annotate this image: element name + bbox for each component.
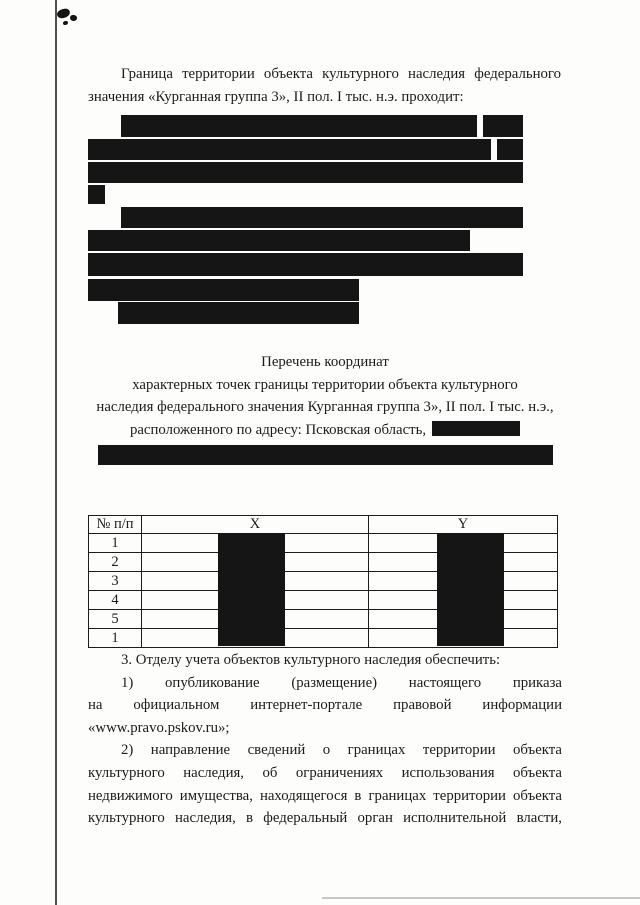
column-header-y: Y	[369, 516, 558, 534]
redacted-text-bar	[121, 115, 477, 137]
intro-paragraph	[88, 63, 561, 109]
redacted-text-bar	[121, 207, 523, 228]
redacted-text-bar	[88, 230, 470, 251]
coordinates-heading-line-3: наследия федерального значения Курганная группа 3», II пол. I тыс. н.э.,	[96, 399, 554, 415]
redacted-text-bar	[118, 302, 359, 324]
redacted-y-coordinates-block	[437, 533, 504, 646]
point-number-cell: 3	[89, 572, 142, 591]
redacted-text-bar	[88, 253, 523, 276]
intro-line-2: значения «Курганная группа 3», II пол. I тыс. н.э. проходит:	[88, 89, 464, 105]
point-number-cell: 4	[89, 591, 142, 610]
coordinates-heading-line-2: характерных точек границы территории объекта культурного	[132, 376, 518, 393]
scan-artifact-vertical-line	[55, 0, 57, 905]
address-prefix: расположенного по адресу: Псковская область,	[129, 421, 427, 438]
intro-line-1: Граница территории объекта культурного наследия федерального	[121, 66, 561, 82]
scan-artifact-mark	[56, 8, 71, 20]
redacted-text-bar	[483, 115, 523, 137]
column-header-x: X	[142, 516, 369, 534]
item-2-line-3: недвижимого имущества, находящегося в границах территории объекта	[88, 787, 562, 804]
scan-artifact-mark	[63, 21, 68, 25]
redacted-text-bar	[88, 139, 491, 160]
item-1-line-3: «www.pravo.pskov.ru»;	[88, 719, 230, 736]
redacted-text-bar	[88, 279, 359, 301]
redacted-text-bar	[88, 162, 523, 183]
redacted-text-bar	[497, 139, 523, 160]
coordinates-heading-line-1: Перечень координат	[261, 354, 389, 370]
redacted-text-bar	[88, 185, 105, 204]
item-1-line-2: на официальном интернет-портале правовой информации	[88, 697, 562, 714]
point-number-cell: 1	[89, 534, 142, 553]
redacted-address-line-bar	[98, 445, 553, 465]
point-number-cell: 2	[89, 553, 142, 572]
scan-artifact-edge-line	[322, 897, 640, 899]
coordinates-heading	[84, 351, 566, 465]
item-2-line-1: 2) направление сведений о границах территории объекта	[121, 742, 562, 759]
scan-artifact-mark	[69, 14, 78, 22]
redacted-x-coordinates-block	[218, 533, 285, 646]
item-2-line-4: культурного наследия, в федеральный орган исполнительной власти,	[88, 810, 562, 827]
point-number-cell: 5	[89, 610, 142, 629]
item-1-line-1: 1) опубликование (размещение) настоящего приказа	[121, 674, 562, 691]
point-number-cell: 1	[89, 629, 142, 648]
table-header-row	[89, 516, 558, 534]
column-header-num: № п/п	[89, 516, 142, 534]
section-3-heading: 3. Отделу учета объектов культурного наследия обеспечить:	[121, 652, 501, 668]
item-2-line-2: культурного наследия, об ограничениях использования объекта	[88, 764, 562, 781]
redacted-address-bar	[432, 421, 520, 436]
section-3	[88, 649, 562, 830]
coordinates-heading-line-4	[84, 419, 566, 442]
